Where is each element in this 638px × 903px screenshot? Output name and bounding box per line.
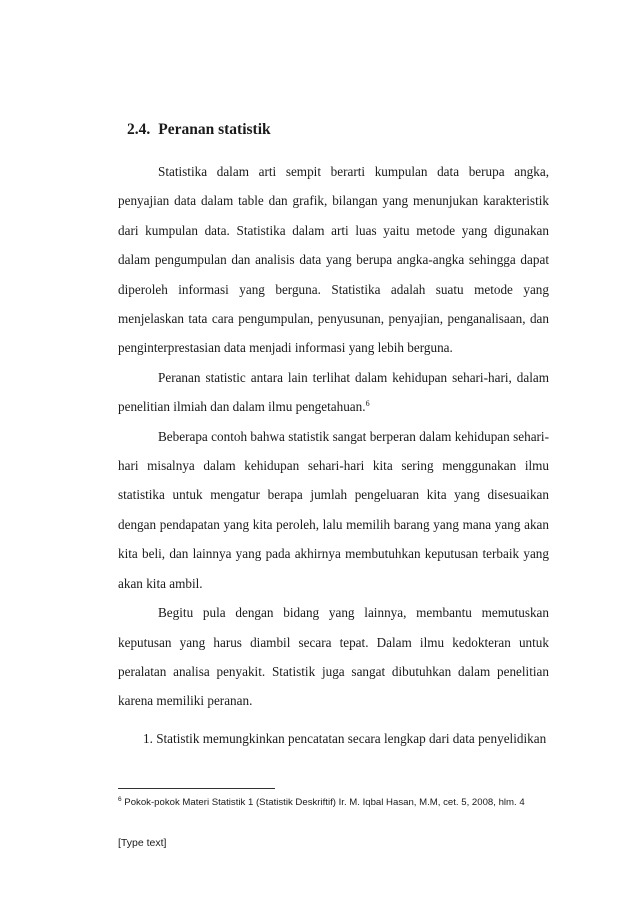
section-heading: [127, 121, 271, 139]
page-footer: [Type text]: [118, 837, 167, 849]
footnote: [118, 797, 525, 808]
section-title: Peranan statistik: [158, 121, 271, 138]
paragraph-2-text: Peranan statistic antara lain terlihat dalam kehidupan sehari-hari, dalam penelitian ilmiah dan dalam ilmu pengetahuan.: [118, 369, 549, 415]
footnote-text: Pokok-pokok Materi Statistik 1 (Statistik Deskriftif) Ir. M. Iqbal Hasan, M.M, cet. 5, 2008, hlm. 4: [121, 797, 525, 808]
body-text: [118, 157, 549, 716]
list-item-1: 1. Statistik memungkinkan pencatatan secara lengkap dari data penyelidikan: [143, 731, 547, 746]
paragraph-1: Statistika dalam arti sempit berarti kumpulan data berupa angka, penyajian data dalam table dan grafik, bilangan yang menunjukan karakteristik dari kumpulan data. Statistika dalam arti luas yaitu metode yang digunakan dalam pengumpulan dan analisis data yang berupa angka-angka sehingga dapat diperoleh informasi yang berguna. Statistika adalah suatu metode yang menjelaskan tata cara pengumpulan, penyusunan, penyajian, penganalisaan, dan penginterprestasian data menjadi informasi yang lebih berguna.: [118, 164, 549, 356]
paragraph-4: Begitu pula dengan bidang yang lainnya, membantu memutuskan keputusan yang harus diambil secara tepat. Dalam ilmu kedokteran untuk peralatan analisa penyakit. Statistik juga sangat dibutuhkan dalam penelitian karena memiliki peranan.: [118, 605, 549, 709]
section-number: 2.4.: [127, 121, 151, 138]
footnote-separator: [118, 788, 275, 789]
paragraph-3: Beberapa contoh bahwa statistik sangat berperan dalam kehidupan sehari-hari misalnya dalam kehidupan sehari-hari kita sering menggunakan ilmu statistika untuk mengatur berapa jumlah pengeluaran kita yang disesuaikan dengan pendapatan yang kita peroleh, lalu memilih barang yang mana yang akan kita beli, dan lainnya yang pada akhirnya membutuhkan keputusan terbaik yang akan kita ambil.: [118, 428, 549, 591]
paragraph-2: [118, 363, 549, 422]
footnote-number: 6: [118, 796, 122, 803]
footnote-reference: 6: [365, 399, 370, 409]
